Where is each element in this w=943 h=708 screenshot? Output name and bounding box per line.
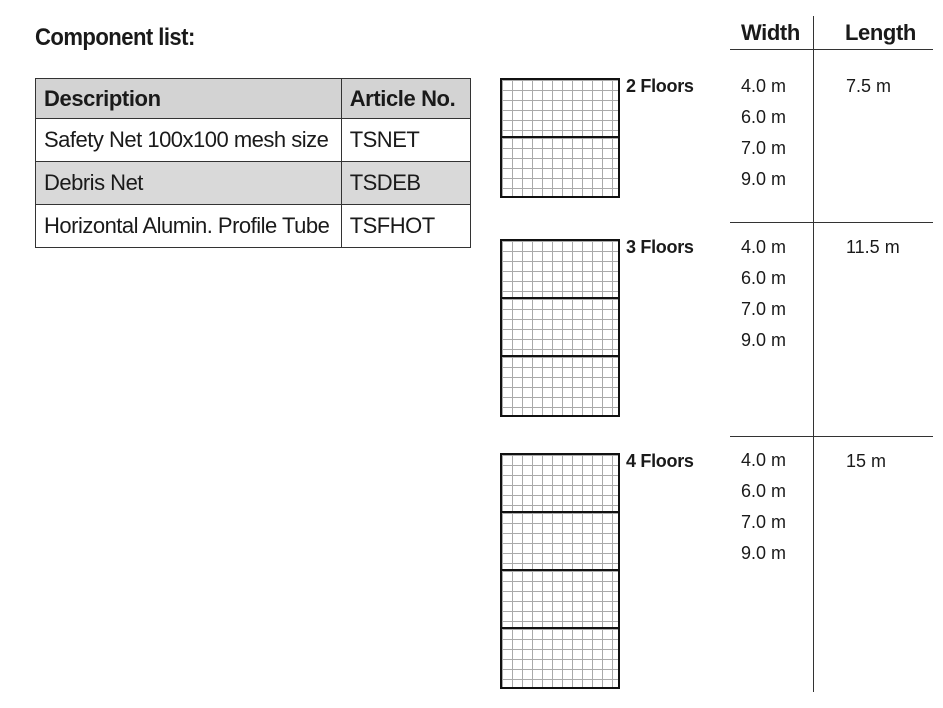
length-value: 15 m [846, 451, 887, 471]
net-panel [502, 455, 618, 513]
width-list [741, 71, 786, 195]
table-row [36, 119, 471, 162]
net-panel [502, 571, 618, 629]
floors-label: 2 Floors [626, 76, 694, 96]
table-header-row [36, 79, 471, 119]
width-value: 7.0 m [741, 299, 787, 319]
width-value: 4.0 m [741, 76, 787, 96]
net-panel [502, 241, 618, 299]
article-cell: TSFHOT [341, 205, 470, 248]
width-value: 6.0 m [741, 107, 787, 127]
component-table [35, 78, 471, 248]
description-cell: Safety Net 100x100 mesh size [36, 119, 342, 162]
net-panel [502, 513, 618, 571]
width-value: 9.0 m [741, 543, 787, 563]
description-cell: Debris Net [36, 162, 342, 205]
net-diagram-3-floors [500, 239, 620, 417]
net-diagram-2-floors [500, 78, 620, 198]
width-value: 7.0 m [741, 512, 787, 532]
floors-label: 3 Floors [626, 237, 694, 257]
width-column-header: Width [741, 20, 800, 45]
net-panel [502, 138, 618, 196]
width-list [741, 445, 786, 569]
row-divider [730, 222, 933, 223]
net-panel [502, 357, 618, 415]
table-row [36, 205, 471, 248]
width-list [741, 232, 786, 356]
width-value: 9.0 m [741, 330, 787, 350]
floors-label: 4 Floors [626, 451, 694, 471]
length-column-header: Length [845, 20, 916, 45]
width-value: 4.0 m [741, 237, 787, 257]
width-value: 6.0 m [741, 268, 787, 288]
length-value: 11.5 m [846, 237, 900, 257]
width-value: 9.0 m [741, 169, 787, 189]
column-divider [813, 16, 814, 692]
net-panel [502, 629, 618, 687]
description-cell: Horizontal Alumin. Profile Tube [36, 205, 342, 248]
net-panel [502, 80, 618, 138]
column-header-article-no: Article No. [341, 79, 470, 119]
column-header-description: Description [36, 79, 342, 119]
length-value: 7.5 m [846, 76, 892, 96]
net-diagram-4-floors [500, 453, 620, 689]
header-divider [730, 49, 933, 50]
page-title: Component list: [35, 24, 195, 51]
article-cell: TSNET [341, 119, 470, 162]
width-value: 4.0 m [741, 450, 787, 470]
table-row [36, 162, 471, 205]
article-cell: TSDEB [341, 162, 470, 205]
net-panel [502, 299, 618, 357]
row-divider [730, 436, 933, 437]
width-value: 6.0 m [741, 481, 787, 501]
width-value: 7.0 m [741, 138, 787, 158]
